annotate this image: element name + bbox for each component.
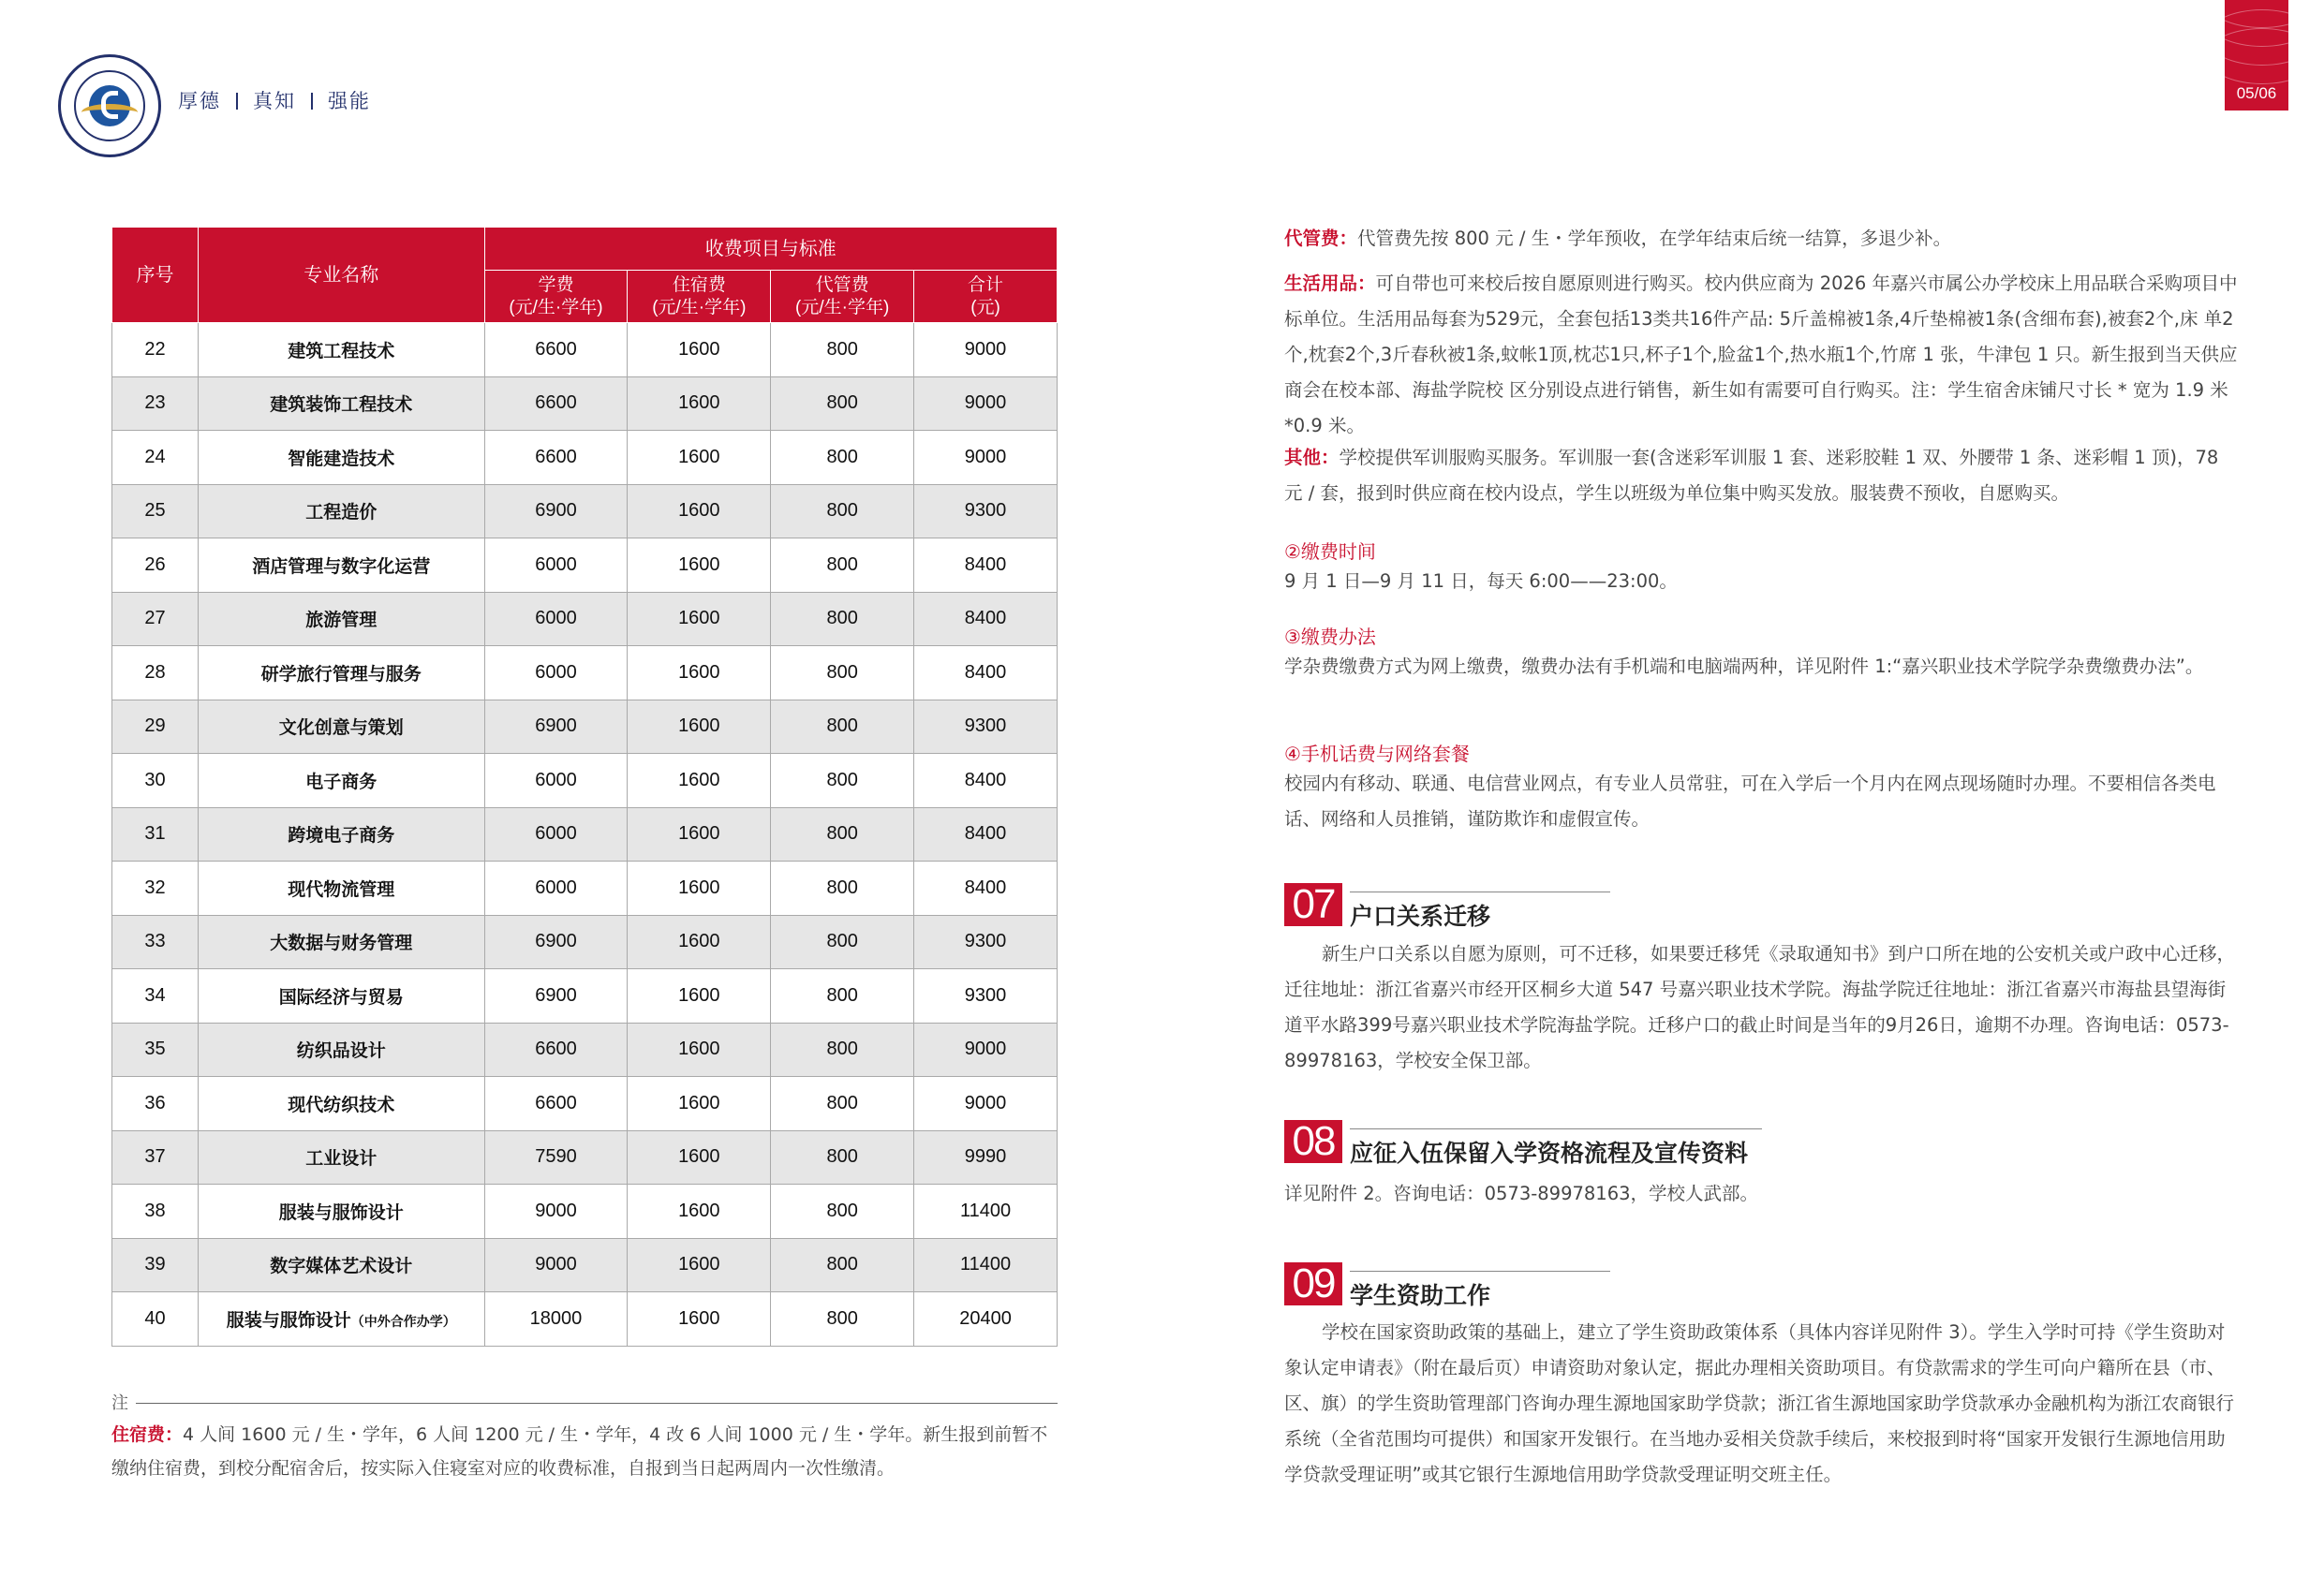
supplies-label: 生活用品： — [1284, 273, 1376, 294]
cell-agency: 800 — [771, 1185, 914, 1239]
dorm-fee-label: 住宿费： — [111, 1424, 184, 1445]
cell-major: 跨境电子商务 — [198, 807, 484, 862]
section-number-07: 07 — [1284, 883, 1342, 926]
cell-tuition: 6000 — [484, 592, 628, 646]
table-row — [112, 1292, 1058, 1347]
other-paragraph — [1284, 440, 2240, 511]
cell-total: 9300 — [914, 484, 1058, 538]
phone-plan-text: 校园内有移动、联通、电信营业网点，有专业人员常驻，可在入学后一个月内在网点现场随时办理。不要相信各类电话、网络和人员推销，谨防欺诈和虚假宣传。 — [1284, 773, 2216, 830]
supplies-text: 可自带也可来校后按自愿原则进行购买。校内供应商为 2026 年嘉兴市属公办学校床上用品联合采购项目中标单位。生活用品每套为529元，全套包括13类共16件产品: 5斤盖棉被1条,4斤垫棉被1条(含细布套),被套2个,床 单2个,枕套2个,3斤春秋被1条,蚊帐1顶,枕芯1只,杯子1个,脸盆1个,热水瓶1个,竹席 1 张，牛津包 1 只。新生报到当天供应商会在校本部、海盐学院校 区分别设点进行销售，新生如有需要可自行购买。注：学生宿舍床铺尺寸长 * 宽为 1.9 米 *0.9 米。 — [1284, 273, 2238, 436]
cell-tuition: 6900 — [484, 915, 628, 969]
table-row — [112, 969, 1058, 1024]
section-title-enlistment: 应征入伍保留入学资格流程及宣传资料 — [1350, 1140, 1749, 1167]
motto-1: 厚德 — [178, 90, 221, 112]
cell-major: 现代物流管理 — [198, 862, 484, 916]
cell-dorm: 1600 — [628, 538, 771, 593]
cell-major: 现代纺织技术 — [198, 1077, 484, 1131]
cell-seq: 29 — [112, 700, 199, 754]
cell-total: 9000 — [914, 376, 1058, 431]
section-number-08: 08 — [1284, 1120, 1342, 1163]
fee-table-body — [112, 323, 1058, 1347]
table-row — [112, 915, 1058, 969]
cell-major: 大数据与财务管理 — [198, 915, 484, 969]
enlistment-text: 详见附件 2。咨询电话：0573-89978163，学校人武部。 — [1284, 1183, 1759, 1204]
cell-major: 服装与服饰设计（中外合作办学） — [198, 1292, 484, 1347]
cell-dorm: 1600 — [628, 1185, 771, 1239]
table-row — [112, 484, 1058, 538]
section-number-09: 09 — [1284, 1262, 1342, 1305]
cell-seq: 23 — [112, 376, 199, 431]
logo-letter — [101, 91, 118, 119]
page-number: 05/06 — [2236, 84, 2277, 102]
cell-seq: 37 — [112, 1130, 199, 1185]
section-divider — [1350, 1128, 1762, 1129]
page-number-tab — [2225, 0, 2288, 111]
table-row — [112, 376, 1058, 431]
note-divider — [136, 1403, 1058, 1404]
cell-seq: 30 — [112, 754, 199, 808]
section-title-household: 户口关系迁移 — [1350, 903, 1491, 930]
cell-major: 酒店管理与数字化运营 — [198, 538, 484, 593]
col-header-major: 专业名称 — [198, 228, 484, 323]
cell-seq: 36 — [112, 1077, 199, 1131]
cell-total: 8400 — [914, 862, 1058, 916]
cell-agency: 800 — [771, 1023, 914, 1077]
cell-tuition: 9000 — [484, 1185, 628, 1239]
cell-agency: 800 — [771, 538, 914, 593]
table-row — [112, 700, 1058, 754]
col-header-dorm: 住宿费 (元/生·学年) — [628, 271, 771, 323]
cell-major: 研学旅行管理与服务 — [198, 646, 484, 700]
col-header-group: 收费项目与标准 — [484, 228, 1057, 271]
cell-seq: 22 — [112, 323, 199, 377]
cell-major: 旅游管理 — [198, 592, 484, 646]
cell-seq: 39 — [112, 1238, 199, 1292]
cell-seq: 35 — [112, 1023, 199, 1077]
cell-tuition: 6600 — [484, 431, 628, 485]
cell-dorm: 1600 — [628, 1292, 771, 1347]
cell-dorm: 1600 — [628, 323, 771, 377]
cell-seq: 27 — [112, 592, 199, 646]
cell-dorm: 1600 — [628, 1130, 771, 1185]
cell-dorm: 1600 — [628, 1023, 771, 1077]
supplies-paragraph — [1284, 266, 2240, 444]
tab-wave — [2225, 28, 2288, 84]
cell-seq: 31 — [112, 807, 199, 862]
cell-dorm: 1600 — [628, 754, 771, 808]
cell-total: 8400 — [914, 538, 1058, 593]
cell-dorm: 1600 — [628, 700, 771, 754]
cell-total: 9990 — [914, 1130, 1058, 1185]
section-title-financial-aid: 学生资助工作 — [1350, 1282, 1491, 1309]
other-label: 其他： — [1284, 447, 1340, 468]
payment-time-text: 9 月 1 日—9 月 11 日，每天 6:00——23:00。 — [1284, 570, 1678, 592]
cell-tuition: 6900 — [484, 484, 628, 538]
cell-seq: 34 — [112, 969, 199, 1024]
other-text: 学校提供军训服购买服务。军训服一套(含迷彩军训服 1 套、迷彩胶鞋 1 双、外腰带 1 条、迷彩帽 1 顶)，78 元 / 套，报到时供应商在校内设点，学生以班级为单位集中购买发放。服装费不预收，自愿购买。 — [1284, 447, 2219, 504]
motto-2: 真知 — [253, 90, 296, 112]
cell-total: 8400 — [914, 807, 1058, 862]
table-row — [112, 807, 1058, 862]
payment-method-text: 学杂费缴费方式为网上缴费，缴费办法有手机端和电脑端两种，详见附件 1:“嘉兴职业技术学院学杂费缴费办法”。 — [1284, 656, 2204, 677]
cell-total: 9000 — [914, 323, 1058, 377]
col-header-seq: 序号 — [112, 228, 199, 323]
cell-major: 建筑工程技术 — [198, 323, 484, 377]
col-header-total: 合计 (元) — [914, 271, 1058, 323]
table-row — [112, 538, 1058, 593]
cell-dorm: 1600 — [628, 484, 771, 538]
cell-total: 9300 — [914, 915, 1058, 969]
table-row — [112, 754, 1058, 808]
cell-tuition: 6900 — [484, 969, 628, 1024]
cell-dorm: 1600 — [628, 915, 771, 969]
cell-tuition: 6000 — [484, 754, 628, 808]
payment-time-title: ②缴费时间 — [1284, 540, 1376, 563]
cell-agency: 800 — [771, 592, 914, 646]
table-row — [112, 323, 1058, 377]
cell-dorm: 1600 — [628, 969, 771, 1024]
dorm-fee-note — [111, 1418, 1062, 1485]
cell-total: 9000 — [914, 1077, 1058, 1131]
cell-agency: 800 — [771, 807, 914, 862]
phone-plan-title: ④手机话费与网络套餐 — [1284, 743, 1470, 765]
table-row — [112, 1077, 1058, 1131]
major-suffix: （中外合作办学） — [350, 1314, 456, 1330]
school-logo — [58, 54, 161, 157]
cell-seq: 33 — [112, 915, 199, 969]
motto-divider — [311, 93, 313, 110]
cell-agency: 800 — [771, 323, 914, 377]
cell-agency: 800 — [771, 484, 914, 538]
cell-dorm: 1600 — [628, 1077, 771, 1131]
cell-total: 8400 — [914, 592, 1058, 646]
cell-tuition: 18000 — [484, 1292, 628, 1347]
table-row — [112, 1130, 1058, 1185]
fee-table — [111, 227, 1058, 1347]
financial-aid-text: 学校在国家资助政策的基础上，建立了学生资助政策体系（具体内容详见附件 3）。学生入学时可持《学生资助对象认定申请表》（附在最后页）申请资助对象认定，据此办理相关资助项目。有贷款需求的学生可向户籍所在县（市、区、旗）的学生资助管理部门咨询办理生源地国家助学贷款；浙江省生源地国家助学贷款承办金融机构为浙江农商银行系统（全省范围均可提供）和国家开发银行。在当地办妥相关贷款手续后，来校报到时将“国家开发银行生源地信用助学贷款受理证明”或其它银行生源地信用助学贷款受理证明交班主任。 — [1284, 1321, 2235, 1485]
motto-3: 强能 — [328, 90, 371, 112]
cell-major: 电子商务 — [198, 754, 484, 808]
cell-agency: 800 — [771, 915, 914, 969]
cell-agency: 800 — [771, 376, 914, 431]
cell-seq: 25 — [112, 484, 199, 538]
cell-seq: 32 — [112, 862, 199, 916]
payment-method-title: ③缴费办法 — [1284, 626, 1376, 648]
table-row — [112, 592, 1058, 646]
cell-tuition: 6000 — [484, 646, 628, 700]
cell-dorm: 1600 — [628, 807, 771, 862]
table-row — [112, 431, 1058, 485]
cell-agency: 800 — [771, 1077, 914, 1131]
table-row — [112, 1238, 1058, 1292]
cell-agency: 800 — [771, 754, 914, 808]
cell-dorm: 1600 — [628, 646, 771, 700]
cell-agency: 800 — [771, 862, 914, 916]
cell-tuition: 9000 — [484, 1238, 628, 1292]
cell-major: 国际经济与贸易 — [198, 969, 484, 1024]
cell-tuition: 6600 — [484, 323, 628, 377]
school-motto — [178, 86, 371, 114]
cell-dorm: 1600 — [628, 592, 771, 646]
cell-agency: 800 — [771, 1130, 914, 1185]
cell-tuition: 7590 — [484, 1130, 628, 1185]
cell-total: 9300 — [914, 700, 1058, 754]
cell-seq: 40 — [112, 1292, 199, 1347]
cell-major: 纺织品设计 — [198, 1023, 484, 1077]
col-header-agency: 代管费 (元/生·学年) — [771, 271, 914, 323]
cell-total: 20400 — [914, 1292, 1058, 1347]
cell-total: 8400 — [914, 754, 1058, 808]
cell-major: 智能建造技术 — [198, 431, 484, 485]
cell-agency: 800 — [771, 1238, 914, 1292]
table-row — [112, 1185, 1058, 1239]
table-row — [112, 646, 1058, 700]
dorm-fee-text: 4 人间 1600 元 / 生・学年，6 人间 1200 元 / 生・学年，4 改 6 人间 1000 元 / 生・学年。新生报到前暂不缴纳住宿费，到校分配宿舍后，按实际入住寝室对应的收费标准，自报到当日起两周内一次性缴清。 — [111, 1424, 1048, 1479]
cell-tuition: 6000 — [484, 807, 628, 862]
cell-seq: 24 — [112, 431, 199, 485]
cell-seq: 26 — [112, 538, 199, 593]
cell-dorm: 1600 — [628, 862, 771, 916]
cell-major: 工程造价 — [198, 484, 484, 538]
table-row — [112, 1023, 1058, 1077]
cell-agency: 800 — [771, 1292, 914, 1347]
cell-dorm: 1600 — [628, 376, 771, 431]
cell-total: 9300 — [914, 969, 1058, 1024]
cell-agency: 800 — [771, 431, 914, 485]
cell-total: 11400 — [914, 1185, 1058, 1239]
cell-dorm: 1600 — [628, 431, 771, 485]
cell-tuition: 6600 — [484, 1023, 628, 1077]
cell-major: 建筑装饰工程技术 — [198, 376, 484, 431]
household-text: 新生户口关系以自愿为原则，可不迁移，如果要迁移凭《录取通知书》到户口所在地的公安机关或户政中心迁移，迁往地址：浙江省嘉兴市经开区桐乡大道 547 号嘉兴职业技术学院。海盐学院迁往地址：浙江省嘉兴市海盐县望海街道平水路399号嘉兴职业技术学院海盐学院。迁移户口的截止时间是当年的9月26日，逾期不办理。咨询电话：0573-89978163，学校安全保卫部。 — [1284, 943, 2236, 1071]
cell-agency: 800 — [771, 700, 914, 754]
cell-tuition: 6900 — [484, 700, 628, 754]
cell-agency: 800 — [771, 646, 914, 700]
cell-major: 数字媒体艺术设计 — [198, 1238, 484, 1292]
cell-total: 9000 — [914, 1023, 1058, 1077]
cell-seq: 38 — [112, 1185, 199, 1239]
agency-fee-text: 代管费先按 800 元 / 生・学年预收，在学年结束后统一结算，多退少补。 — [1357, 228, 1952, 249]
note-label: 注 — [111, 1393, 128, 1413]
agency-fee-paragraph — [1284, 221, 2240, 257]
cell-seq: 28 — [112, 646, 199, 700]
cell-dorm: 1600 — [628, 1238, 771, 1292]
cell-tuition: 6000 — [484, 862, 628, 916]
cell-agency: 800 — [771, 969, 914, 1024]
cell-total: 11400 — [914, 1238, 1058, 1292]
motto-divider — [236, 93, 238, 110]
cell-total: 9000 — [914, 431, 1058, 485]
cell-major: 服装与服饰设计 — [198, 1185, 484, 1239]
cell-tuition: 6600 — [484, 376, 628, 431]
agency-fee-label: 代管费： — [1284, 228, 1358, 249]
cell-total: 8400 — [914, 646, 1058, 700]
cell-tuition: 6600 — [484, 1077, 628, 1131]
col-header-tuition: 学费 (元/生·学年) — [484, 271, 628, 323]
table-row — [112, 862, 1058, 916]
cell-major: 文化创意与策划 — [198, 700, 484, 754]
cell-tuition: 6000 — [484, 538, 628, 593]
cell-major: 工业设计 — [198, 1130, 484, 1185]
section-divider — [1350, 1271, 1610, 1272]
